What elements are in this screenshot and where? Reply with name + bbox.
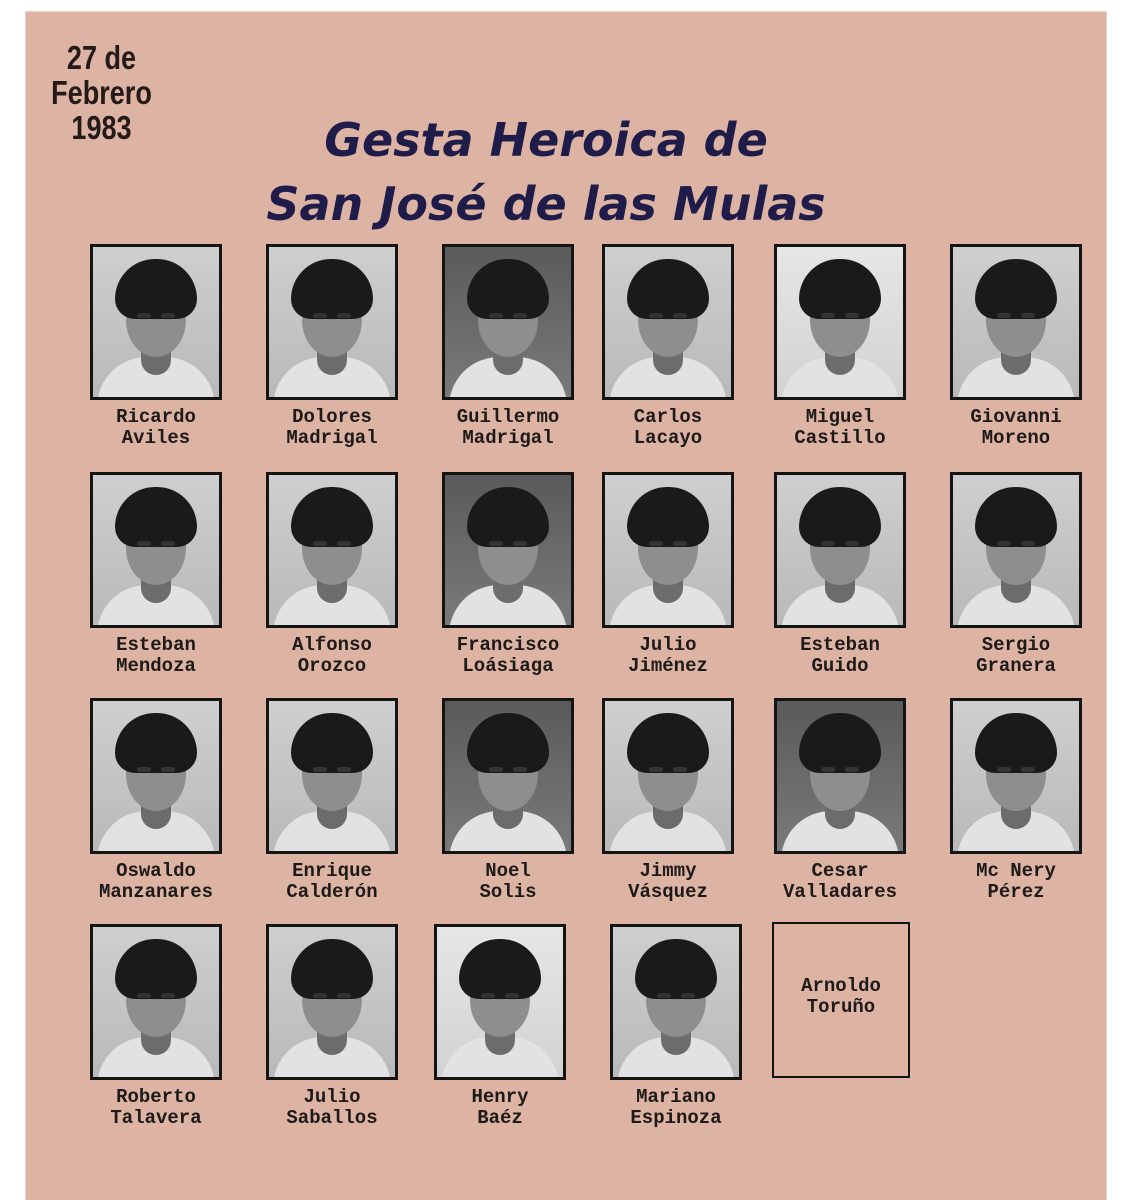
last-name: Saballos: [286, 1107, 378, 1129]
portrait-name: [438, 635, 578, 677]
first-name: Dolores: [292, 406, 372, 428]
last-name: Madrigal: [462, 427, 554, 449]
last-name: Jiménez: [628, 655, 708, 677]
first-name: Enrique: [292, 860, 372, 882]
portrait-name: [598, 635, 738, 677]
portrait-photo: [442, 472, 574, 628]
portrait-photo: [90, 924, 222, 1080]
portrait-photo: [266, 698, 398, 854]
portrait-photo: [442, 698, 574, 854]
date-day: 27 de: [66, 39, 137, 76]
portrait-name: [598, 407, 738, 449]
memorial-poster: [26, 12, 1106, 1200]
portrait-photo: [90, 472, 222, 628]
portrait-name: [946, 635, 1086, 677]
first-name: Cesar: [811, 860, 869, 882]
portrait-photo: [774, 472, 906, 628]
portrait-name: [86, 635, 226, 677]
portrait-photo: [774, 698, 906, 854]
portrait-photo: [434, 924, 566, 1080]
first-name: Giovanni: [970, 406, 1062, 428]
first-name: Francisco: [456, 634, 560, 656]
first-name: Mariano: [636, 1086, 716, 1108]
portrait-name: [430, 1087, 570, 1129]
portrait-photo: [610, 924, 742, 1080]
portrait-name: [946, 861, 1086, 903]
last-name: Espinoza: [630, 1107, 722, 1129]
first-name: Guillermo: [456, 406, 560, 428]
first-name: Oswaldo: [116, 860, 196, 882]
last-name: Guido: [811, 655, 869, 677]
first-name: Arnoldo: [801, 975, 881, 997]
portrait-name: [86, 861, 226, 903]
last-name: Solis: [479, 881, 537, 903]
portrait-name: [770, 861, 910, 903]
first-name: Roberto: [116, 1086, 196, 1108]
last-name: Toruño: [806, 996, 876, 1018]
portrait-photo: [90, 244, 222, 400]
date-month: Febrero: [51, 74, 152, 111]
poster-title: [176, 108, 916, 236]
first-name: Carlos: [633, 406, 703, 428]
portrait-name: [606, 1087, 746, 1129]
empty-photo-frame: [772, 922, 910, 1078]
last-name: Madrigal: [286, 427, 378, 449]
portrait-name: [438, 407, 578, 449]
last-name: Aviles: [121, 427, 191, 449]
empty-frame-name: [774, 976, 908, 1018]
portrait-photo: [602, 698, 734, 854]
first-name: Esteban: [800, 634, 880, 656]
title-line-1: Gesta Heroica de: [324, 113, 768, 167]
title-line-2: San José de las Mulas: [266, 177, 826, 231]
last-name: Talavera: [110, 1107, 202, 1129]
portrait-name: [262, 1087, 402, 1129]
portrait-photo: [950, 698, 1082, 854]
portrait-photo: [266, 472, 398, 628]
last-name: Castillo: [794, 427, 886, 449]
portrait-name: [598, 861, 738, 903]
first-name: Julio: [639, 634, 697, 656]
first-name: Julio: [303, 1086, 361, 1108]
last-name: Orozco: [297, 655, 367, 677]
first-name: Esteban: [116, 634, 196, 656]
portrait-name: [86, 1087, 226, 1129]
first-name: Sergio: [981, 634, 1051, 656]
first-name: Ricardo: [116, 406, 196, 428]
first-name: Miguel: [805, 406, 875, 428]
portrait-photo: [266, 244, 398, 400]
portrait-name: [262, 407, 402, 449]
last-name: Baéz: [477, 1107, 523, 1129]
portrait-name: [946, 407, 1086, 449]
last-name: Granera: [976, 655, 1056, 677]
portrait-photo: [90, 698, 222, 854]
portrait-name: [438, 861, 578, 903]
last-name: Mendoza: [116, 655, 196, 677]
first-name: Noel: [485, 860, 531, 882]
portrait-name: [262, 635, 402, 677]
portrait-photo: [442, 244, 574, 400]
portrait-name: [770, 407, 910, 449]
portrait-name: [262, 861, 402, 903]
portrait-name: [86, 407, 226, 449]
portrait-photo: [950, 472, 1082, 628]
portrait-photo: [774, 244, 906, 400]
last-name: Vásquez: [628, 881, 708, 903]
last-name: Manzanares: [98, 881, 214, 903]
portrait-photo: [950, 244, 1082, 400]
date-label: [40, 40, 163, 145]
portrait-photo: [602, 472, 734, 628]
portrait-photo: [602, 244, 734, 400]
first-name: Jimmy: [639, 860, 697, 882]
first-name: Henry: [471, 1086, 529, 1108]
last-name: Loásiaga: [462, 655, 554, 677]
portrait-name: [770, 635, 910, 677]
last-name: Lacayo: [633, 427, 703, 449]
last-name: Moreno: [981, 427, 1051, 449]
portrait-photo: [266, 924, 398, 1080]
date-year: 1983: [71, 109, 132, 146]
first-name: Alfonso: [292, 634, 372, 656]
last-name: Valladares: [782, 881, 898, 903]
last-name: Pérez: [987, 881, 1045, 903]
first-name: Mc Nery: [976, 860, 1056, 882]
last-name: Calderón: [286, 881, 378, 903]
